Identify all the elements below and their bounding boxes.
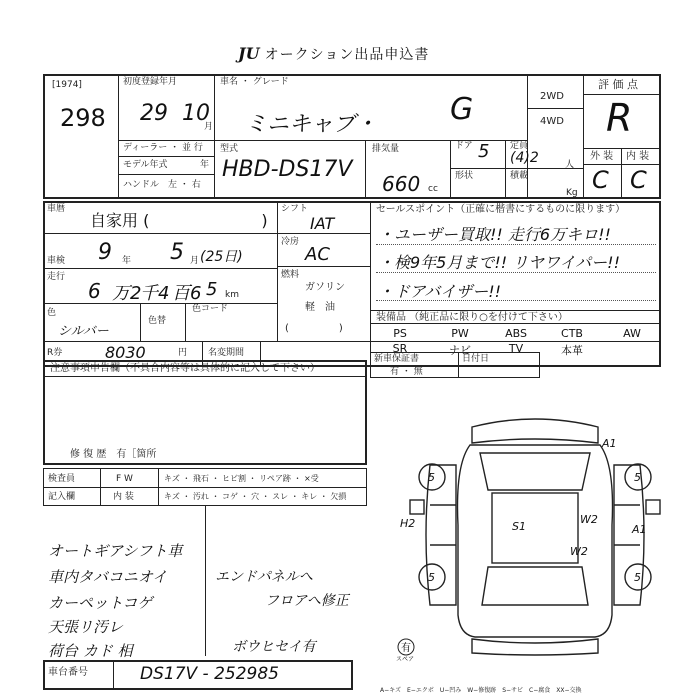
inspector-label: 検査員 [48,474,76,484]
mileage-label: 走行 [47,272,66,282]
chassis-value: DS17V - 252985 [140,664,279,684]
model-type: HBD-DS17V [222,157,353,182]
car-name: ミニキャブ・ [245,112,378,137]
sales-line-1: ・ユーザー買取!! 走行6万キロ!! [378,225,611,244]
note-left-3: カーペットコゲ [48,594,153,612]
note-left-2: 車内タバコニオイ [48,568,168,586]
mileage-digit-2: 万2 [112,283,142,304]
shift-label: シフト [281,204,309,214]
equip-ps: PS [393,327,407,340]
sales-line-3: ・ドアバイザー!! [378,282,502,301]
color-value: シルバー [58,324,109,339]
mark-5-rr: 5 [634,571,641,584]
year-code: [1974] [52,80,82,90]
note-left-5: 荷台 カド 相 [48,642,133,660]
model-year-suffix: 年 [200,160,210,170]
car-grade: G [450,92,474,127]
mark-5-rl: 5 [428,571,435,584]
color-label: 色 [47,308,57,318]
model-type-label: 型式 [220,144,239,154]
displacement-label: 排気量 [372,144,400,154]
equip-navi: ナビ [449,344,471,357]
interior-insp-label: 内 装 [113,492,134,502]
history-value: 自家用 ( ) [90,211,268,230]
equip-pw: PW [451,327,469,340]
mark-h2: H2 [400,517,416,530]
history-label: 車暦 [47,204,66,214]
fuel-paren: ( ) [285,323,343,334]
mileage-unit: km [225,290,239,300]
r-ticket-unit: 円 [178,348,188,358]
mark-a1-front: A1 [602,437,617,450]
mark-5-fl: 5 [428,471,435,484]
entry-label: 記入欄 [48,492,76,502]
note-mid-1: エンドパネルへ [215,569,313,585]
cooler-value: AC [305,244,330,265]
damage-legend: A−キズ E−エクボ U−凹み W−修復跡 S−サビ C−腐食 XX−交換 [380,687,582,694]
rating-value: R [606,96,633,140]
mileage-digit-3: 千4 [140,283,170,304]
note-left-1: オートギアシフト車 [48,542,183,560]
fuel-label: 燃料 [281,270,300,280]
shaken-label: 車検 [47,256,66,266]
shaken-day: (25日) [200,249,243,265]
doors: 5 [478,141,490,162]
doors-label: ドア [455,141,473,151]
first-reg-month: 10 [182,101,210,126]
equip-sr: SR [392,342,408,355]
warranty-label: 新車保証書 [374,354,420,364]
load-label: 積載 [510,171,529,181]
color-code-label: 色コード [192,304,229,314]
warranty-date-label: 日付日 [462,354,490,364]
mark-s1: S1 [512,520,526,533]
2wd-label: 2WD [540,91,564,102]
capacity-unit: 人 [565,160,575,170]
spare-mark: 有 [401,643,411,654]
fuel-gasoline: ガソリン [305,282,345,293]
chassis-label: 車台番号 [48,667,88,678]
rating-label: 評 価 点 [598,78,638,91]
interior-label: 内 装 [626,151,650,162]
mileage-digit-1: 6 [88,279,101,303]
exterior-grade: C [592,166,609,194]
repair-history-label: 修 復 歴 有［箇所 [70,449,157,460]
model-year-label: モデル年式 [123,160,168,170]
shaken-year-mark: 年 [122,256,132,266]
dealer-label: ディーラー ・ 並 行 [123,143,203,153]
warranty-value: 有 ・ 無 [390,367,423,377]
color-change-label: 色替 [148,316,167,326]
sales-line-2: ・検9年5月まで!! リヤワイパー!! [378,253,620,272]
handle-label: ハンドル 左 ・ 右 [123,180,201,190]
month-mark: 月 [204,122,214,132]
mark-a1-side: A1 [632,523,647,536]
cooler-label: 冷房 [281,237,300,247]
first-reg-label: 初度登録年月 [123,77,178,87]
name-change-label: 名変期間 [208,348,245,358]
cc-unit: cc [428,184,438,194]
notes-label: 注意事項申告欄（不具合内容等は具体的に記入して下さい） [50,363,320,374]
ju-logo: JU [238,44,260,63]
displacement: 660 [382,172,421,196]
mileage-digit-4: 百6 [172,283,202,304]
note-left-4: 天張リ汚レ [48,618,124,636]
title-bar [238,44,429,64]
shaken-month-mark: 月 [190,256,200,266]
shaken-year: 9 [98,240,112,265]
fuel-diesel: 軽 油 [305,302,335,313]
equip-aw: AW [623,327,641,340]
mark-w2-lower: W2 [570,545,588,558]
shape-label: 形状 [455,171,474,181]
capacity-label: 定員 [510,141,529,151]
capacity: (4)2 [510,150,539,166]
note-mid-2: フロアへ修正 [265,593,349,609]
lot-number: 298 [60,104,106,132]
r-ticket-value: 8030 [105,343,146,362]
mark-5-fr: 5 [634,471,641,484]
first-reg-year: 29 [140,101,168,126]
equipment-label: 装備品 （純正品に限り○を付けて下さい） [376,312,568,323]
fw-label: F W [116,474,133,484]
sales-point-label: セールスポイント（正確に楷書にするものに限ります） [376,204,626,215]
interior-grade: C [630,166,647,194]
exterior-label: 外 装 [590,151,614,162]
mileage-digit-5: 5 [206,279,218,300]
equip-leather: 本革 [561,344,583,357]
shaken-month: 5 [170,240,184,265]
r-ticket-label: R券 [47,348,63,358]
mark-w2-upper: W2 [580,513,598,526]
name-grade-label: 車名 ・ グレード [220,77,289,87]
equip-ctb: CTB [561,327,583,340]
shift-value: IAT [310,214,335,233]
inspection-row-2: キズ ・ 汚れ ・ コゲ ・ 穴 ・ スレ ・ キレ ・ 欠損 [164,492,347,501]
note-mid-3: ボウヒセイ有 [232,639,316,655]
car-damage-diagram [396,405,670,663]
inspection-row-1: キズ ・ 飛石 ・ ヒビ割 ・ リペア跡 ・ ×受 [164,474,319,483]
spare-label: スペア [396,656,415,663]
4wd-label: 4WD [540,116,564,127]
equip-abs: ABS [505,327,527,340]
kg-unit: Kg [566,188,578,198]
form-title: オークション出品申込書 [264,47,430,63]
equip-tv: TV [508,342,524,355]
